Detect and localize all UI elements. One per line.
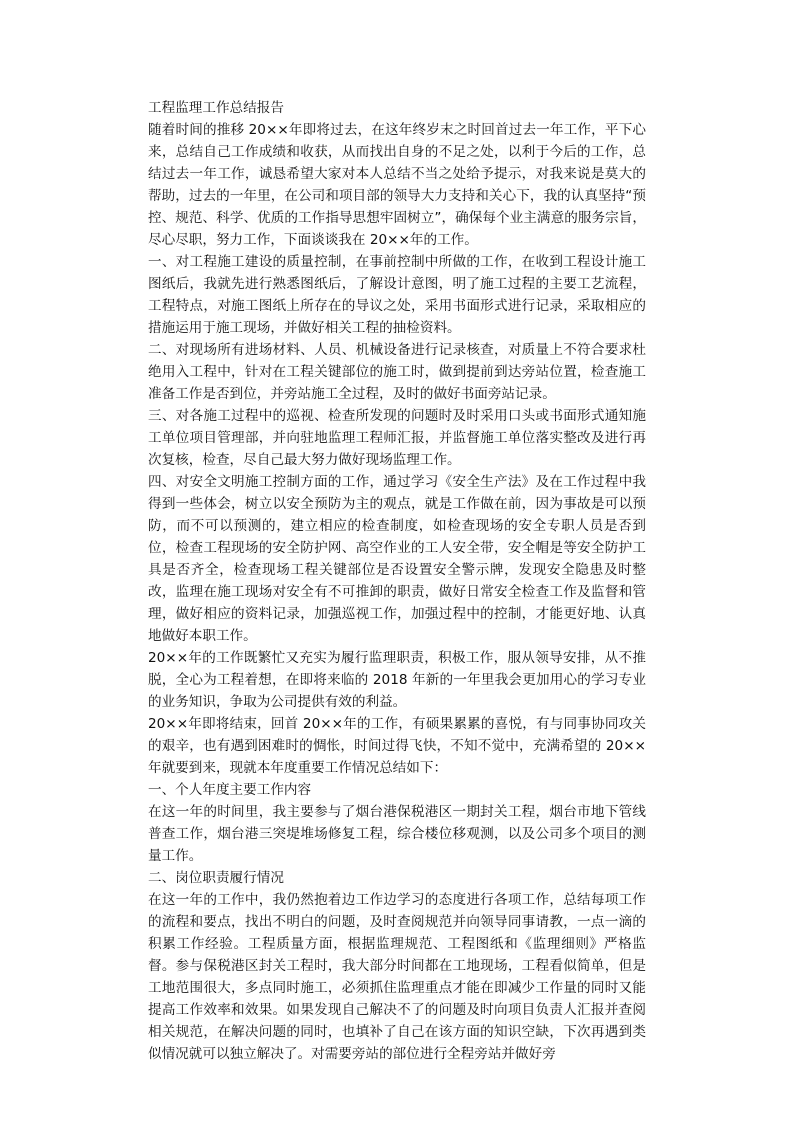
quality-control-paragraph: 一、对工程施工建设的质量控制，在事前控制中所做的工作，在收到工程设计施工图纸后，我就先进行熟悉图纸后，了解设计意图，明了施工过程的主要工艺流程，工程特点，对施工图纸上所存在的导议之处，采用书面形式进行记录，采取相应的措施运用于施工现场，并做好相关工程的抽检资料。: [148, 254, 646, 336]
year-summary-paragraph: 20××年的工作既繁忙又充实为履行监理职责，积极工作，服从领导安排，从不推脱，全心为工程着想，在即将来临的 2018 年新的一年里我会更加用心的学习专业的业务知识，争取为公司提供有效的利益。: [148, 650, 646, 710]
duties-paragraph: 在这一年的工作中，我仍然抱着边工作边学习的态度进行各项工作，总结每项工作的流程和要点，找出不明白的问题，及时查阅规范并向领导同事请教，一点一滴的积累工作经验。工程质量方面，根据监理规范、工程图纸和《监理细则》严格监督。参与保税港区封关工程时，我大部分时间都在工地现场，工程看似简单，但是工地范围很大，多点同时施工，必须抓住监理重点才能在即减少工作量的同时又能提高工作效率和效果。如果发现自己解决不了的问题及时向项目负责人汇报并查阅相关规范，在解决问题的同时，也填补了自己在该方面的知识空缺，下次再遇到类似情况就可以独立解决了。对需要旁站的部位进行全程旁站并做好旁: [148, 892, 646, 1062]
inspection-paragraph: 三、对各施工过程中的巡视、检查所发现的问题时及时采用口头或书面形式通知施工单位项目管理部，并向驻地监理工程师汇报，并监督施工单位落实整改及进行再次复核，检查，尽自己最大努力做好现场监理工作。: [148, 408, 646, 468]
year-review-paragraph: 20××年即将结束，回首 20××年的工作，有硕果累累的喜悦，有与同事协同攻关的艰辛，也有遇到困难时的惆怅，时间过得飞快，不知不觉中，充满希望的 20××年就要到来，现就本年度重要工作情况总结如下：: [148, 716, 646, 776]
material-check-paragraph: 二、对现场所有进场材料、人员、机械设备进行记录核查，对质量上不符合要求杜绝用入工程中，针对在工程关键部位的施工时，做到提前到达旁站位置，检查施工准备工作是否到位，并旁站施工全过程，及时的做好书面旁站记录。: [148, 342, 646, 402]
section-heading-duties: 二、岗位职责履行情况: [148, 870, 284, 886]
document-page: [148, 97, 646, 1065]
document-title: 工程监理工作总结报告: [148, 100, 284, 116]
section-heading-work-content: 一、个人年度主要工作内容: [148, 782, 312, 798]
work-content-paragraph: 在这一年的时间里，我主要参与了烟台港保税港区一期封关工程，烟台市地下管线普查工作，烟台港三突堤堆场修复工程，综合楼位移观测，以及公司多个项目的测量工作。: [148, 804, 646, 864]
intro-paragraph: 随着时间的推移 20××年即将过去，在这年终岁末之时回首过去一年工作，平下心来，总结自己工作成绩和收获，从而找出自身的不足之处，以利于今后的工作，总结过去一年工作，诚恳希望大家对本人总结不当之处给予提示，对我来说是莫大的帮助，过去的一年里，在公司和项目部的领导大力支持和关心下，我的认真坚持“预控、规范、科学、优质的工作指导思想牢固树立”，确保每个业主满意的服务宗旨，尽心尽职，努力工作，下面谈谈我在 20××年的工作。: [148, 122, 646, 248]
safety-paragraph: 四、对安全文明施工控制方面的工作，通过学习《安全生产法》及在工作过程中我得到一些体会，树立以安全预防为主的观点，就是工作做在前，因为事故是可以预防，而不可以预测的，建立相应的检查制度，如检查现场的安全专职人员是否到位，检查工程现场的安全防护网、高空作业的工人安全带，安全帽是等安全防护工具是否齐全，检查现场工程关键部位是否设置安全警示牌，发现安全隐患及时整改，监理在施工现场对安全有不可推卸的职责，做好日常安全检查工作及监督和管理，做好相应的资料记录，加强巡视工作，加强过程中的控制，才能更好地、认真地做好本职工作。: [148, 474, 646, 644]
